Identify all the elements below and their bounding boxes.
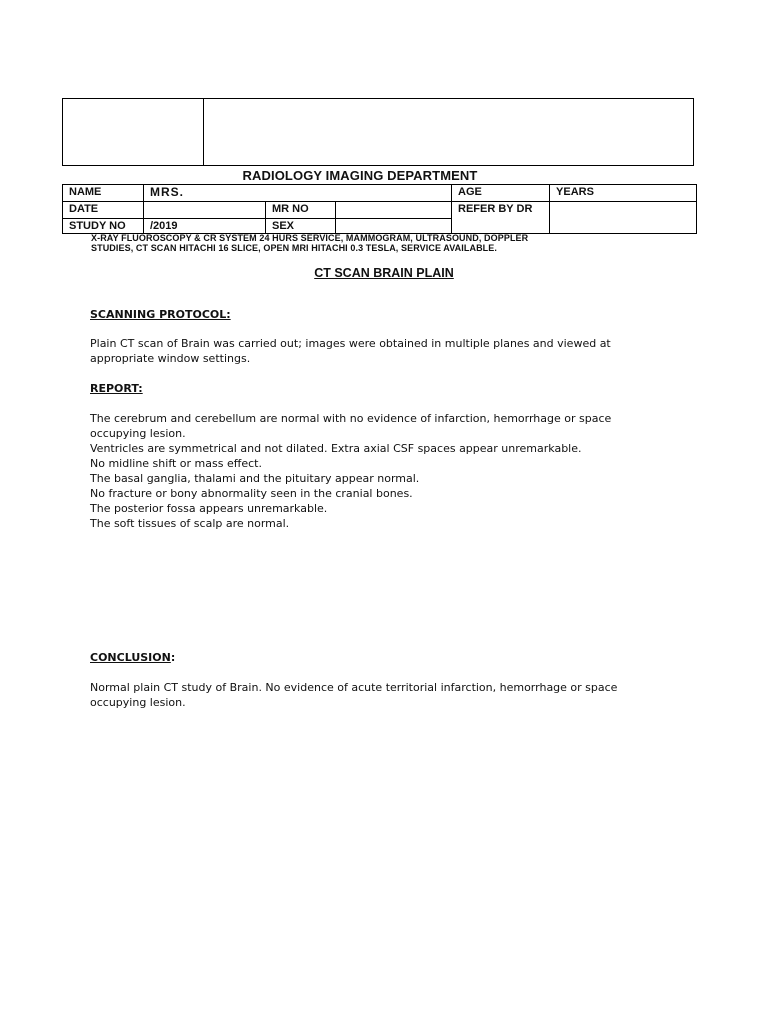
- text-line: occupying lesion.: [90, 696, 186, 709]
- name-label: NAME: [63, 185, 144, 202]
- section-heading: CONCLUSION: [90, 651, 171, 664]
- refer-by-value: [550, 202, 697, 234]
- report-title: CT SCAN BRAIN PLAIN: [314, 266, 454, 280]
- text-line: The cerebrum and cerebellum are normal with no evidence of infarction, hemorrhage or space: [90, 412, 612, 425]
- patient-info-table: [62, 184, 697, 234]
- department-title: RADIOLOGY IMAGING DEPARTMENT: [242, 168, 478, 183]
- conclusion-text: [90, 680, 690, 710]
- mr-no-value: [336, 202, 452, 219]
- letterhead-box: [62, 98, 694, 166]
- refer-by-label: REFER BY DR: [452, 202, 550, 234]
- sex-value: [336, 219, 452, 234]
- services-line: X-RAY FLUOROSCOPY & CR SYSTEM 24 HURS SERVICE, MAMMOGRAM, ULTRASOUND, DOPPLER: [91, 233, 529, 243]
- text-line: No midline shift or mass effect.: [90, 457, 262, 470]
- report-text: [90, 411, 690, 531]
- text-line: The basal ganglia, thalami and the pituitary appear normal.: [90, 472, 420, 485]
- mr-no-label: MR NO: [266, 202, 336, 219]
- name-value: MRS.: [144, 185, 452, 202]
- text-line: Plain CT scan of Brain was carried out; images were obtained in multiple planes and viewed at: [90, 337, 611, 350]
- section-heading: SCANNING PROTOCOL:: [90, 308, 231, 321]
- services-banner: [91, 233, 651, 253]
- text-line: The posterior fossa appears unremarkable.: [90, 502, 328, 515]
- conclusion-heading: [90, 650, 690, 665]
- report-heading: [90, 381, 690, 396]
- protocol-heading: [90, 307, 690, 322]
- study-no-value: /2019: [144, 219, 266, 234]
- text-line: No fracture or bony abnormality seen in the cranial bones.: [90, 487, 413, 500]
- text-line: The soft tissues of scalp are normal.: [90, 517, 290, 530]
- date-label: DATE: [63, 202, 144, 219]
- section-heading: REPORT:: [90, 382, 143, 395]
- study-no-label: STUDY NO: [63, 219, 144, 234]
- letterhead-cell: [204, 99, 693, 165]
- logo-cell: [63, 99, 204, 165]
- heading-colon: :: [170, 651, 176, 664]
- sex-label: SEX: [266, 219, 336, 234]
- years-label: YEARS: [550, 185, 697, 202]
- text-line: appropriate window settings.: [90, 352, 251, 365]
- services-line: STUDIES, CT SCAN HITACHI 16 SLICE, OPEN MRI HITACHI 0.3 TESLA, SERVICE AVAILABLE.: [91, 243, 497, 253]
- table-row: [63, 185, 697, 202]
- text-line: Ventricles are symmetrical and not dilated. Extra axial CSF spaces appear unremarkable.: [90, 442, 582, 455]
- text-line: occupying lesion.: [90, 427, 186, 440]
- text-line: Normal plain CT study of Brain. No evidence of acute territorial infarction, hemorrhage or space: [90, 681, 618, 694]
- date-value: [144, 202, 266, 219]
- age-label: AGE: [452, 185, 550, 202]
- table-row: [63, 202, 697, 219]
- protocol-text: [90, 336, 690, 366]
